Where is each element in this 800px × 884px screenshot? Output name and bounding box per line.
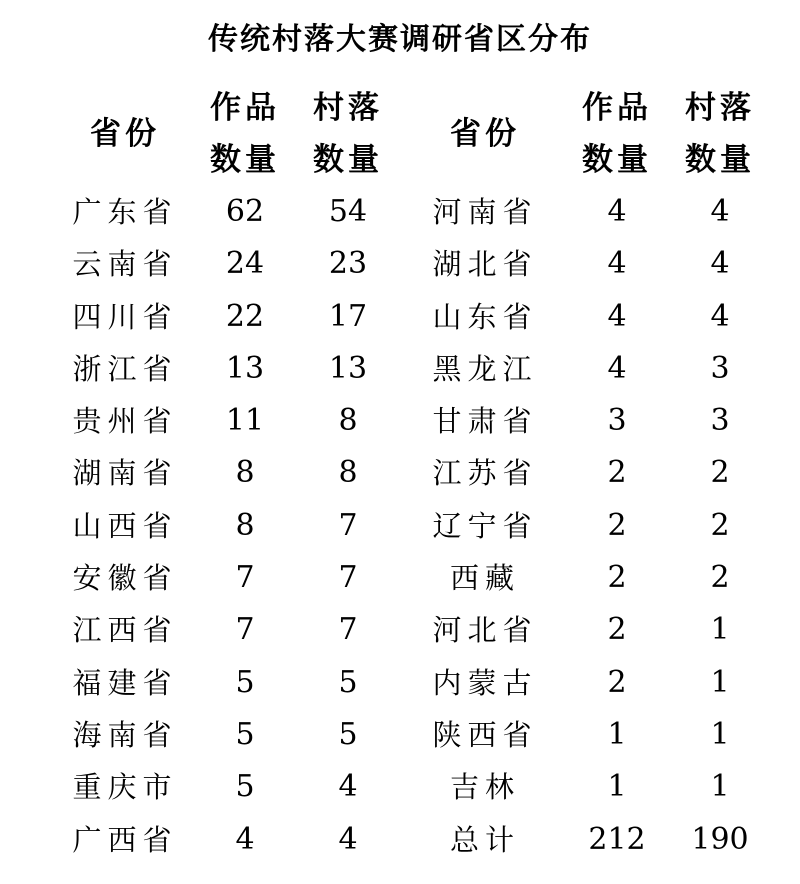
works-count-cell: 4	[607, 246, 627, 282]
table-row	[0, 291, 800, 343]
province-cell: 云南省	[72, 247, 178, 282]
table-row	[0, 238, 800, 290]
province-cell: 内蒙古	[432, 665, 538, 700]
header-villages-line1: 村落	[313, 90, 383, 126]
works-count-cell: 8	[235, 507, 255, 543]
table-row	[0, 186, 800, 238]
table-row	[0, 395, 800, 447]
province-cell: 黑龙江	[432, 351, 538, 386]
province-cell: 重庆市	[72, 770, 178, 805]
header-villages-right	[670, 82, 770, 186]
province-cell: 福建省	[72, 665, 178, 700]
province-cell: 河南省	[432, 195, 538, 229]
province-cell: 河北省	[432, 613, 538, 648]
header-province-label: 省份	[450, 116, 520, 152]
works-count-cell: 2	[607, 664, 627, 700]
province-cell: 江西省	[72, 613, 178, 648]
header-works-right	[567, 82, 667, 186]
table-row	[0, 709, 800, 761]
province-cell: 广东省	[72, 195, 178, 229]
villages-count-cell: 4	[338, 769, 358, 805]
works-count-cell: 2	[607, 455, 627, 491]
table-row	[0, 814, 800, 866]
villages-count-cell: 7	[338, 507, 358, 543]
header-works-line2: 数量	[210, 142, 280, 178]
header-villages-line2: 数量	[685, 142, 755, 178]
table-header	[0, 82, 800, 186]
villages-count-cell: 2	[710, 507, 730, 543]
works-count-cell: 1	[607, 769, 627, 805]
villages-count-cell: 8	[338, 403, 358, 439]
villages-count-cell: 3	[710, 403, 730, 439]
province-cell: 山西省	[72, 508, 178, 543]
table-row	[0, 500, 800, 552]
province-cell: 浙江省	[72, 351, 178, 386]
works-count-cell: 62	[225, 194, 265, 229]
villages-count-cell: 4	[710, 194, 730, 229]
villages-count-cell: 54	[328, 194, 368, 229]
works-count-cell: 2	[607, 507, 627, 543]
villages-count-cell: 17	[328, 298, 368, 334]
province-cell: 甘肃省	[432, 404, 538, 439]
villages-count-cell: 5	[338, 664, 358, 700]
works-count-cell: 5	[235, 769, 255, 805]
table-row	[0, 657, 800, 709]
works-count-cell: 11	[225, 403, 265, 439]
villages-count-cell: 23	[328, 246, 368, 282]
villages-count-cell: 1	[710, 612, 730, 648]
header-villages-left	[298, 82, 398, 186]
total-works-cell: 212	[588, 821, 646, 857]
works-count-cell: 13	[225, 350, 265, 386]
province-cell: 安徽省	[72, 561, 178, 596]
header-works-line1: 作品	[582, 90, 652, 126]
total-villages-cell: 190	[691, 821, 749, 857]
province-cell: 湖北省	[432, 247, 538, 282]
villages-count-cell: 4	[710, 246, 730, 282]
table-row	[0, 447, 800, 499]
villages-count-cell: 13	[328, 350, 368, 386]
villages-count-cell: 2	[710, 560, 730, 596]
villages-count-cell: 8	[338, 455, 358, 491]
header-villages-line1: 村落	[685, 90, 755, 126]
villages-count-cell: 1	[710, 769, 730, 805]
province-cell: 辽宁省	[432, 508, 538, 543]
works-count-cell: 5	[235, 664, 255, 700]
villages-count-cell: 2	[710, 455, 730, 491]
works-count-cell: 2	[607, 612, 627, 648]
province-cell: 贵州省	[72, 404, 178, 439]
villages-count-cell: 1	[710, 716, 730, 752]
province-cell: 西藏	[449, 561, 520, 596]
works-count-cell: 8	[235, 455, 255, 491]
province-cell: 陕西省	[432, 717, 538, 752]
province-cell: 四川省	[72, 299, 178, 334]
villages-count-cell: 7	[338, 612, 358, 648]
villages-count-cell: 3	[710, 350, 730, 386]
works-count-cell: 1	[607, 716, 627, 752]
works-count-cell: 24	[225, 246, 265, 282]
works-count-cell: 2	[607, 560, 627, 596]
works-count-cell: 4	[607, 194, 627, 229]
header-works-left	[195, 82, 295, 186]
province-cell: 江苏省	[432, 456, 538, 491]
works-count-cell: 4	[607, 350, 627, 386]
works-count-cell: 4	[607, 298, 627, 334]
villages-count-cell: 1	[710, 664, 730, 700]
province-cell: 湖南省	[72, 456, 178, 491]
villages-count-cell: 4	[338, 821, 358, 857]
page-title: 传统村落大赛调研省区分布	[208, 22, 592, 57]
header-works-line1: 作品	[210, 90, 280, 126]
table-row	[0, 552, 800, 604]
table-body	[0, 186, 800, 866]
villages-count-cell: 4	[710, 298, 730, 334]
works-count-cell: 3	[607, 403, 627, 439]
province-cell: 广西省	[72, 822, 178, 857]
header-province-right	[420, 82, 550, 186]
header-province-label: 省份	[90, 116, 160, 152]
works-count-cell: 7	[235, 612, 255, 648]
works-count-cell: 5	[235, 716, 255, 752]
works-count-cell: 22	[225, 298, 265, 334]
province-cell: 海南省	[72, 717, 178, 752]
works-count-cell: 7	[235, 560, 255, 596]
header-works-line2: 数量	[582, 142, 652, 178]
header-province-left	[60, 82, 190, 186]
total-label-cell: 总计	[449, 822, 520, 857]
province-cell: 吉林	[449, 770, 520, 805]
header-villages-line2: 数量	[313, 142, 383, 178]
table-row	[0, 604, 800, 656]
works-count-cell: 4	[235, 821, 255, 857]
villages-count-cell: 7	[338, 560, 358, 596]
villages-count-cell: 5	[338, 716, 358, 752]
province-cell: 山东省	[432, 299, 538, 334]
table-row	[0, 343, 800, 395]
table-row	[0, 761, 800, 813]
